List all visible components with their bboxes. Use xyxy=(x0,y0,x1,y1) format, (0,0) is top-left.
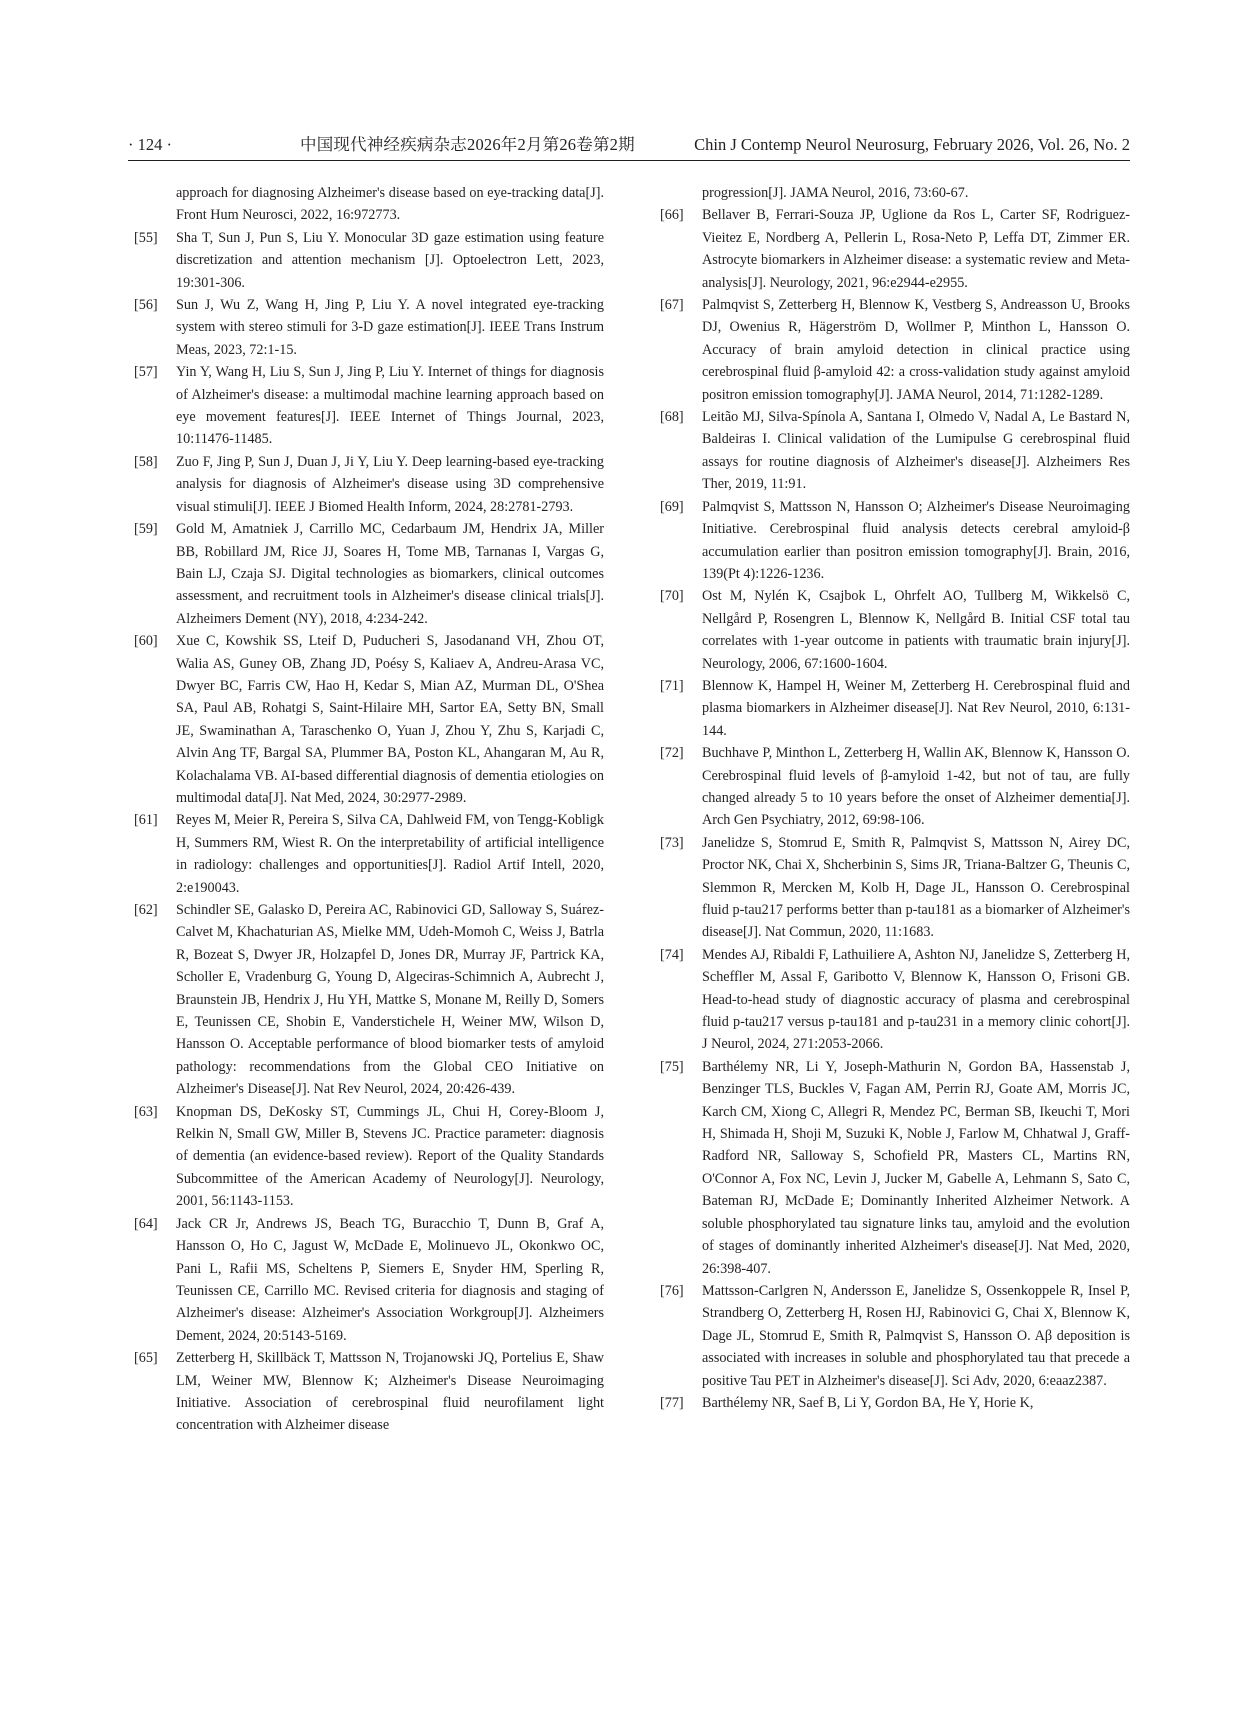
reference-entry xyxy=(134,518,604,630)
reference-column-right xyxy=(660,182,1130,1414)
reference-number: [66] xyxy=(660,207,684,224)
running-header xyxy=(128,134,1130,161)
reference-number: [74] xyxy=(660,946,684,963)
reference-text: Schindler SE, Galasko D, Pereira AC, Rabinovici GD, Salloway S, Suárez-Calvet M, Khachaturian AS, Mielke MM, Udeh-Momoh C, Weiss J, Batrla R, Bozeat S, Dwyer JR, Holzapfel D, Jones DR, Murray JF, Partrick KA, Scholler E, Vradenburg G, Young D, Algeciras-Schimnich A, Aubrecht J, Braunstein JB, Hendrix J, Hu YH, Mattke S, Monane M, Reilly D, Somers E, Teunissen CE, Shobin E, Vanderstichele H, Weiner MW, Wilson D, Hansson O. Acceptable performance of blood biomarker tests of amyloid pathology: recommendations from the Global CEO Initiative on Alzheimer's Disease[J]. Nat Rev Neurol, 2024, 20:426-439. xyxy=(176,902,604,1098)
reference-entry xyxy=(134,1213,604,1347)
reference-entry xyxy=(660,406,1130,496)
reference-text: Janelidze S, Stomrud E, Smith R, Palmqvist S, Mattsson N, Airey DC, Proctor NK, Chai X, Shcherbinin S, Sims JR, Triana-Baltzer G, Theunis C, Slemmon R, Mercken M, Kolb H, Dage JL, Hansson O. Cerebrospinal fluid p-tau217 performs better than p-tau181 as a biomarker of Alzheimer's disease[J]. Nat Commun, 2020, 11:1683. xyxy=(702,834,1130,941)
page-number: · 124 · xyxy=(128,135,172,154)
reference-text: Knopman DS, DeKosky ST, Cummings JL, Chui H, Corey-Bloom J, Relkin N, Small GW, Miller B, Stevens JC. Practice parameter: diagnosis of dementia (an evidence-based review). Report of the Quality Standards Subcommittee of the American Academy of Neurology[J]. Neurology, 2001, 56:1143-1153. xyxy=(176,1103,604,1210)
reference-number: [62] xyxy=(134,902,158,918)
reference-number: [57] xyxy=(134,364,158,381)
reference-number: [64] xyxy=(134,1215,158,1232)
reference-text: Buchhave P, Minthon L, Zetterberg H, Wallin AK, Blennow K, Hansson O. Cerebrospinal fluid levels of β-amyloid 1-42, but not of tau, are fully changed already 5 to 10 years before the onset of Alzheimer dementia[J]. Arch Gen Psychiatry, 2012, 69:98-106. xyxy=(702,745,1130,829)
reference-entry xyxy=(660,675,1130,742)
reference-number: [58] xyxy=(134,453,158,470)
reference-text: Reyes M, Meier R, Pereira S, Silva CA, Dahlweid FM, von Tengg-Kobligk H, Summers RM, Wiest R. On the interpretability of artificial intelligence in radiology: challenges and opportunities[J]. Radiol Artif Intell, 2020, 2:e190043. xyxy=(176,812,604,896)
reference-entry xyxy=(134,227,604,294)
reference-number: [73] xyxy=(660,834,684,851)
reference-entry xyxy=(134,1347,604,1437)
reference-text: Ost M, Nylén K, Csajbok L, Ohrfelt AO, Tullberg M, Wikkelsö C, Nellgård P, Rosengren L, Blennow K, Nellgård B. Initial CSF total tau correlates with 1-year outcome in patients with traumatic brain injury[J]. Neurology, 2006, 67:1600-1604. xyxy=(702,588,1130,672)
reference-text: Barthélemy NR, Saef B, Li Y, Gordon BA, He Y, Horie K, xyxy=(702,1394,1034,1411)
reference-entry xyxy=(134,1101,604,1213)
reference-number: [61] xyxy=(134,812,158,829)
reference-column-left xyxy=(134,182,604,1437)
reference-number: [65] xyxy=(134,1350,158,1367)
reference-number: [69] xyxy=(660,498,684,515)
reference-text: Mendes AJ, Ribaldi F, Lathuiliere A, Ashton NJ, Janelidze S, Zetterberg H, Scheffler M, Assal F, Garibotto V, Blennow K, Hansson O, Frisoni GB. Head-to-head study of diagnostic accuracy of plasma and cerebrospinal fluid p-tau217 versus p-tau181 and p-tau231 in a memory clinic cohort[J]. J Neurol, 2024, 271:2053-2066. xyxy=(702,946,1130,1053)
reference-entry xyxy=(134,630,604,809)
reference-text: Zetterberg H, Skillbäck T, Mattsson N, Trojanowski JQ, Portelius E, Shaw LM, Weiner MW, Blennow K; Alzheimer's Disease Neuroimaging Initiative. Association of cerebrospinal fluid neurofilament light concentration with Alzheimer disease xyxy=(176,1350,604,1434)
reference-number: [71] xyxy=(660,677,684,694)
reference-text: Sun J, Wu Z, Wang H, Jing P, Liu Y. A novel integrated eye-tracking system with stereo stimuli for 3-D gaze estimation[J]. IEEE Trans Instrum Meas, 2023, 72:1-15. xyxy=(176,297,604,358)
reference-entry xyxy=(660,1056,1130,1280)
reference-text: Jack CR Jr, Andrews JS, Beach TG, Buracchio T, Dunn B, Graf A, Hansson O, Ho C, Jagust W, McDade E, Molinuevo JL, Okonkwo OC, Pani L, Rafii MS, Scheltens P, Siemers E, Snyder HM, Sperling R, Teunissen CE, Carrillo MC. Revised criteria for diagnosis and staging of Alzheimer's disease: Alzheimer's Association Workgroup[J]. Alzheimers Dement, 2024, 20:5143-5169. xyxy=(176,1215,604,1344)
reference-continuation xyxy=(660,182,1130,204)
reference-text: Zuo F, Jing P, Sun J, Duan J, Ji Y, Liu Y. Deep learning-based eye-tracking analysis for diagnosis of Alzheimer's disease using 3D comprehensive visual stimuli[J]. IEEE J Biomed Health Inform, 2024, 28:2781-2793. xyxy=(176,453,604,515)
reference-entry xyxy=(660,1392,1130,1414)
reference-text: Blennow K, Hampel H, Weiner M, Zetterberg H. Cerebrospinal fluid and plasma biomarkers in Alzheimer disease[J]. Nat Rev Neurol, 2010, 6:131-144. xyxy=(702,677,1130,739)
reference-number: [67] xyxy=(660,297,684,314)
journal-title-chinese: 中国现代神经疾病杂志2026年2月第26卷第2期 xyxy=(300,135,635,154)
reference-continuation xyxy=(134,182,604,227)
reference-number: [63] xyxy=(134,1103,158,1120)
reference-number: [75] xyxy=(660,1058,684,1075)
reference-text: approach for diagnosing Alzheimer's disease based on eye-tracking data[J]. Front Hum Neurosci, 2022, 16:972773. xyxy=(176,185,604,224)
reference-entry xyxy=(134,294,604,361)
reference-text: Palmqvist S, Zetterberg H, Blennow K, Vestberg S, Andreasson U, Brooks DJ, Owenius R, Hägerström D, Wollmer P, Minthon L, Hansson O. Accuracy of brain amyloid detection in clinical practice using cerebrospinal fluid β-amyloid 42: a cross-validation study against amyloid positron emission tomography[J]. JAMA Neurol, 2014, 71:1282-1289. xyxy=(702,297,1130,403)
journal-title-english: Chin J Contemp Neurol Neurosurg, February 2026, Vol. 26, No. 2 xyxy=(694,135,1130,154)
reference-entry xyxy=(660,944,1130,1056)
reference-number: [72] xyxy=(660,745,684,762)
reference-entry xyxy=(660,1280,1130,1392)
reference-number: [77] xyxy=(660,1394,684,1411)
reference-text: Bellaver B, Ferrari-Souza JP, Uglione da Ros L, Carter SF, Rodriguez-Vieitez E, Nordberg A, Pellerin L, Rosa-Neto P, Leffa DT, Zimmer ER. Astrocyte biomarkers in Alzheimer disease: a systematic review and Meta-analysis[J]. Neurology, 2021, 96:e2944-e2955. xyxy=(702,207,1130,291)
reference-entry xyxy=(660,204,1130,294)
reference-number: [60] xyxy=(134,633,158,650)
reference-text: Yin Y, Wang H, Liu S, Sun J, Jing P, Liu Y. Internet of things for diagnosis of Alzheimer's disease: a multimodal machine learning approach based on eye movement features[J]. IEEE Internet of Things Journal, 2023, 10:11476-11485. xyxy=(176,364,604,448)
reference-number: [70] xyxy=(660,588,684,605)
reference-number: [56] xyxy=(134,297,158,314)
reference-text: Palmqvist S, Mattsson N, Hansson O; Alzheimer's Disease Neuroimaging Initiative. Cerebrospinal fluid analysis detects cerebral amyloid-β accumulation earlier than positron emission tomography[J]. Brain, 2016, 139(Pt 4):1226-1236. xyxy=(702,498,1130,582)
reference-text: Barthélemy NR, Li Y, Joseph-Mathurin N, Gordon BA, Hassenstab J, Benzinger TLS, Buckles V, Fagan AM, Perrin RJ, Goate AM, Morris JC, Karch CM, Xiong C, Allegri R, Mendez PC, Berman SB, Ikeuchi T, Mori H, Shimada H, Shoji M, Suzuki K, Noble J, Farlow M, Chhatwal J, Graff-Radford NR, Salloway S, Schofield PR, Masters CL, Martins RN, O'Connor A, Fox NC, Levin J, Jucker M, Gabelle A, Lehmann S, Sato C, Bateman RJ, McDade E; Dominantly Inherited Alzheimer Network. A soluble phosphorylated tau signature links tau, amyloid and the evolution of stages of dominantly inherited Alzheimer's disease[J]. Nat Med, 2020, 26:398-407. xyxy=(702,1058,1130,1277)
reference-number: [76] xyxy=(660,1282,684,1299)
reference-number: [55] xyxy=(134,229,158,246)
reference-text: Mattsson-Carlgren N, Andersson E, Janelidze S, Ossenkoppele R, Insel P, Strandberg O, Zetterberg H, Rosen HJ, Rabinovici G, Chai X, Blennow K, Dage JL, Stomrud E, Smith R, Palmqvist S, Hansson O. Aβ deposition is associated with increases in soluble and phosphorylated tau that precede a positive Tau PET in Alzheimer's disease[J]. Sci Adv, 2020, 6:eaaz2387. xyxy=(702,1282,1130,1389)
reference-entry xyxy=(134,451,604,518)
reference-text: Leitão MJ, Silva-Spínola A, Santana I, Olmedo V, Nadal A, Le Bastard N, Baldeiras I. Clinical validation of the Lumipulse G cerebrospinal fluid assays for routine diagnosis of Alzheimer's disease[J]. Alzheimers Res Ther, 2019, 11:91. xyxy=(702,409,1130,493)
reference-number: [59] xyxy=(134,521,158,538)
reference-number: [68] xyxy=(660,409,684,426)
reference-text: Gold M, Amatniek J, Carrillo MC, Cedarbaum JM, Hendrix JA, Miller BB, Robillard JM, Rice JJ, Soares H, Tome MB, Tarnanas I, Vargas G, Bain LJ, Czaja SJ. Digital technologies as biomarkers, clinical outcomes assessment, and recruitment tools in Alzheimer's disease clinical trials[J]. Alzheimers Dement (NY), 2018, 4:234-242. xyxy=(176,521,604,627)
reference-entry xyxy=(134,899,604,1101)
reference-entry xyxy=(134,361,604,451)
reference-entry xyxy=(660,496,1130,586)
reference-entry xyxy=(660,832,1130,944)
reference-text: progression[J]. JAMA Neurol, 2016, 73:60-67. xyxy=(702,185,969,201)
reference-entry xyxy=(134,809,604,899)
reference-entry xyxy=(660,742,1130,832)
reference-entry xyxy=(660,585,1130,675)
reference-text: Xue C, Kowshik SS, Lteif D, Puducheri S, Jasodanand VH, Zhou OT, Walia AS, Guney OB, Zhang JD, Poésy S, Kaliaev A, Andreu-Arasa VC, Dwyer BC, Farris CW, Hao H, Kedar S, Mian AZ, Murman DL, O'Shea SA, Paul AB, Rohatgi S, Saint-Hilaire MH, Sartor EA, Setty BN, Small JE, Swaminathan A, Taraschenko O, Yuan J, Zhou Y, Zhu S, Karjadi C, Alvin Ang TF, Bargal SA, Plummer BA, Poston KL, Ahangaran M, Au R, Kolachalama VB. AI-based differential diagnosis of dementia etiologies on multimodal data[J]. Nat Med, 2024, 30:2977-2989. xyxy=(176,633,604,806)
reference-text: Sha T, Sun J, Pun S, Liu Y. Monocular 3D gaze estimation using feature discretization and attention mechanism [J]. Optoelectron Lett, 2023, 19:301-306. xyxy=(176,229,604,291)
reference-entry xyxy=(660,294,1130,406)
